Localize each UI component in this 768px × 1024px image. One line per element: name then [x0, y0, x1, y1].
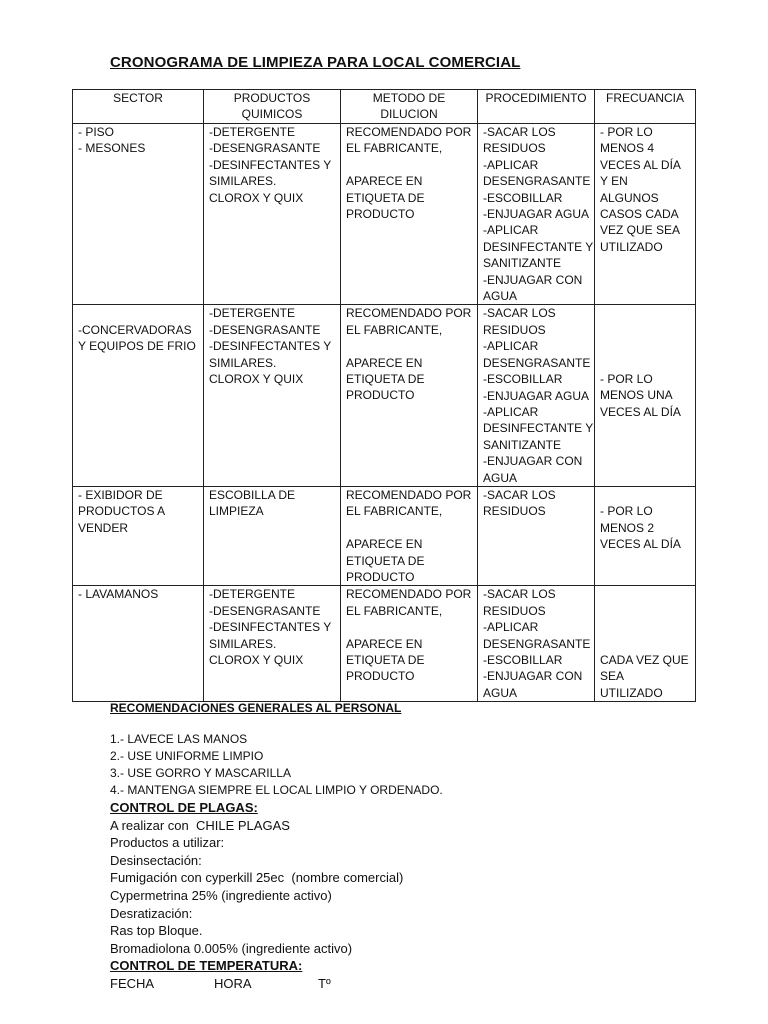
table-row: [73, 305, 696, 486]
cell-line: CADA VEZ QUE: [600, 652, 689, 667]
cell-line: APARECE EN: [346, 174, 423, 189]
cell-line: -ESCOBILLAR: [483, 652, 563, 667]
cell-line: SIMILARES.: [209, 355, 277, 370]
cell-line: EL FABRICANTE,: [346, 504, 443, 519]
cell-line: MENOS 2: [600, 520, 655, 535]
cell-metodo: [341, 486, 478, 585]
cell-line: ETIQUETA DE: [346, 190, 425, 205]
cell-line: SEA: [600, 669, 625, 684]
cell-line: RECOMENDADO POR: [346, 487, 472, 502]
table-row: [73, 124, 696, 305]
cell-line: -DESINFECTANTES Y: [209, 157, 332, 172]
cell-spacer: [346, 619, 474, 635]
cell-line: Y EN: [600, 174, 628, 189]
cell-line: RESIDUOS: [483, 141, 546, 156]
cell-spacer: [600, 338, 692, 354]
cell-procedimiento: [478, 305, 595, 486]
recommendation-item: 3.- USE GORRO Y MASCARILLA: [110, 766, 291, 780]
recommendations-heading: RECOMENDACIONES GENERALES AL PERSONAL: [110, 701, 402, 715]
cell-line: -APLICAR: [483, 339, 539, 354]
pest-control-line: Productos a utilizar:: [110, 835, 225, 851]
cell-line: AGUA: [483, 685, 518, 700]
cell-line: -DETERGENTE: [209, 125, 296, 139]
temperature-column-temp: Tº: [318, 975, 331, 991]
temperature-control-heading: CONTROL DE TEMPERATURA:: [110, 958, 303, 974]
recommendation-item: 4.- MANTENGA SIEMPRE EL LOCAL LIMPIO Y ORDENADO.: [110, 783, 443, 797]
cell-productos: [204, 586, 341, 702]
table-header-row: [73, 90, 696, 124]
cell-line: PRODUCTO: [346, 207, 415, 222]
cell-line: -ESCOBILLAR: [483, 372, 563, 387]
cell-spacer: [346, 338, 474, 354]
cell-line: SIMILARES.: [209, 636, 277, 651]
cell-line: DESENGRASANTE: [483, 174, 591, 189]
cell-line: SIMILARES.: [209, 174, 277, 189]
cell-line: ETIQUETA DE: [346, 553, 425, 568]
header-procedimiento: [478, 90, 595, 124]
cell-line: MENOS UNA: [600, 388, 673, 403]
cell-line: EL FABRICANTE,: [346, 141, 443, 156]
cell-line: RECOMENDADO POR: [346, 587, 472, 602]
cell-line: SANITIZANTE: [483, 437, 562, 452]
cell-line: ETIQUETA DE: [346, 652, 425, 667]
cell-line: VECES AL DÍA: [600, 157, 681, 172]
cell-line: ETIQUETA DE: [346, 372, 425, 387]
cell-line: APARECE EN: [346, 636, 423, 651]
cell-sector: [73, 305, 204, 486]
cell-sector: [73, 486, 204, 585]
header-frecuencia-label: FRECUANCIA: [605, 91, 684, 105]
cell-productos: [204, 124, 341, 305]
cell-line: -APLICAR: [483, 223, 539, 238]
cell-line: APARECE EN: [346, 355, 423, 370]
cell-line: PRODUCTOS A: [78, 504, 166, 519]
pest-control-line: Fumigación con cyperkill 25ec (nombre comercial): [110, 870, 404, 886]
cell-line: -ENJUAGAR CON: [483, 272, 583, 287]
cell-procedimiento: [478, 124, 595, 305]
cell-line: DESINFECTANTE Y: [483, 239, 594, 254]
cell-line: PRODUCTO: [346, 669, 415, 684]
cell-line: DESENGRASANTE: [483, 636, 591, 651]
cell-line: VECES AL DÍA: [600, 404, 681, 419]
cell-line: -CONCERVADORAS: [78, 322, 192, 337]
cell-procedimiento: [478, 586, 595, 702]
table-row: [73, 486, 696, 585]
cell-line: - LAVAMANOS: [78, 587, 159, 602]
pest-control-section: [110, 799, 443, 957]
cell-line: - POR LO: [600, 372, 653, 387]
cell-line: -SACAR LOS: [483, 587, 556, 602]
cell-line: RECOMENDADO POR: [346, 306, 472, 321]
cell-sector: [73, 586, 204, 702]
cell-line: -SACAR LOS: [483, 306, 556, 321]
cell-line: - PISO: [78, 125, 115, 139]
cell-line: VENDER: [78, 520, 129, 535]
cell-line: -DESENGRASANTE: [209, 141, 321, 156]
cell-spacer: [600, 322, 692, 338]
cell-line: SANITIZANTE: [483, 256, 562, 271]
cell-line: -DESENGRASANTE: [209, 322, 321, 337]
cell-line: -DESINFECTANTES Y: [209, 620, 332, 635]
header-procedimiento-label: PROCEDIMIENTO: [485, 91, 587, 105]
cell-line: -DETERGENTE: [209, 306, 296, 321]
cell-line: VECES AL DÍA: [600, 537, 681, 552]
cell-metodo: [341, 124, 478, 305]
table-row: [73, 586, 696, 702]
recommendation-item: 1.- LAVECE LAS MANOS: [110, 732, 248, 746]
cell-line: PRODUCTO: [346, 569, 415, 584]
header-sector-label: SECTOR: [113, 91, 163, 105]
cell-line: DESENGRASANTE: [483, 355, 591, 370]
cell-spacer: [600, 305, 692, 321]
cell-frecuencia: [595, 486, 696, 585]
cell-line: CLOROX Y QUIX: [209, 190, 304, 205]
cell-productos: [204, 305, 341, 486]
cell-line: -DESINFECTANTES Y: [209, 339, 332, 354]
cell-line: DESINFECTANTE Y: [483, 421, 594, 436]
cell-line: CASOS CADA: [600, 207, 679, 222]
cell-line: - MESONES: [78, 141, 146, 156]
cell-spacer: [600, 586, 692, 602]
document-title: CRONOGRAMA DE LIMPIEZA PARA LOCAL COMERCIAL: [110, 54, 521, 71]
cell-frecuencia: [595, 124, 696, 305]
cell-line: -APLICAR: [483, 157, 539, 172]
header-sector: [73, 90, 204, 124]
cell-line: LIMPIEZA: [209, 504, 264, 519]
cell-line: RESIDUOS: [483, 504, 546, 519]
pest-control-line: Desinsectación:: [110, 852, 202, 868]
cell-line: ESCOBILLA DE: [209, 487, 296, 502]
header-productos-label-2: QUIMICOS: [241, 107, 303, 122]
cell-line: RESIDUOS: [483, 603, 546, 618]
cell-line: RESIDUOS: [483, 322, 546, 337]
cell-line: -ESCOBILLAR: [483, 190, 563, 205]
cell-line: -DETERGENTE: [209, 587, 296, 602]
recommendations-list: [110, 731, 443, 799]
cell-procedimiento: [478, 486, 595, 585]
header-metodo-dilucion: [341, 90, 478, 124]
cell-line: -APLICAR: [483, 620, 539, 635]
cell-line: MENOS 4: [600, 141, 655, 156]
temperature-column-hora: HORA: [214, 975, 252, 991]
cell-line: -DESENGRASANTE: [209, 603, 321, 618]
header-productos-label-1: PRODUCTOS: [233, 91, 311, 105]
cell-frecuencia: [595, 586, 696, 702]
recommendation-item: 2.- USE UNIFORME LIMPIO: [110, 749, 264, 763]
cell-spacer: [600, 355, 692, 371]
cell-line: -ENJUAGAR CON: [483, 454, 583, 469]
cell-metodo: [341, 305, 478, 486]
cell-line: APARECE EN: [346, 537, 423, 552]
header-metodo-label-1: METODO DE: [372, 91, 446, 105]
cell-sector: [73, 124, 204, 305]
cell-line: VEZ QUE SEA: [600, 223, 681, 238]
cell-spacer: [600, 619, 692, 635]
cell-spacer: [346, 157, 474, 173]
cell-line: -SACAR LOS: [483, 125, 556, 139]
cell-line: -ENJUAGAR AGUA: [483, 207, 590, 222]
cell-line: CLOROX Y QUIX: [209, 372, 304, 387]
cell-line: -APLICAR: [483, 404, 539, 419]
pest-control-heading: CONTROL DE PLAGAS:: [110, 800, 258, 815]
cell-productos: [204, 486, 341, 585]
cell-spacer: [600, 603, 692, 619]
temperature-column-fecha: FECHA: [110, 975, 155, 991]
cell-spacer: [600, 487, 692, 503]
cell-line: UTILIZADO: [600, 685, 663, 700]
cell-line: Y EQUIPOS DE FRIO: [78, 339, 196, 354]
cleaning-schedule-table: [72, 89, 696, 702]
cell-line: AGUA: [483, 470, 518, 485]
cell-line: CLOROX Y QUIX: [209, 652, 304, 667]
pest-control-line: Ras top Bloque.: [110, 923, 203, 939]
notes-section: [110, 700, 443, 993]
pest-control-line: Cypermetrina 25% (ingrediente activo): [110, 887, 332, 903]
cell-metodo: [341, 586, 478, 702]
cell-line: PRODUCTO: [346, 388, 415, 403]
header-metodo-label-2: DILUCION: [380, 107, 438, 122]
cell-line: UTILIZADO: [600, 239, 663, 254]
cell-line: RECOMENDADO POR: [346, 125, 472, 139]
cell-line: - EXIBIDOR DE: [78, 487, 163, 502]
cell-line: -ENJUAGAR AGUA: [483, 388, 590, 403]
pest-control-line: Bromadiolona 0.005% (ingrediente activo): [110, 940, 353, 956]
pest-control-line: Desratización:: [110, 905, 193, 921]
cell-line: AGUA: [483, 289, 518, 304]
cell-spacer: [600, 636, 692, 652]
cell-frecuencia: [595, 305, 696, 486]
cell-spacer: [78, 305, 200, 321]
cell-spacer: [346, 520, 474, 536]
temperature-control-section: [110, 957, 443, 992]
cell-line: EL FABRICANTE,: [346, 603, 443, 618]
temperature-columns: [110, 975, 443, 993]
pest-control-line: A realizar con CHILE PLAGAS: [110, 817, 290, 833]
cell-line: -SACAR LOS: [483, 487, 556, 502]
cell-line: -ENJUAGAR CON: [483, 669, 583, 684]
header-productos-quimicos: [204, 90, 341, 124]
cell-line: - POR LO: [600, 125, 653, 139]
cell-line: ALGUNOS: [600, 190, 659, 205]
header-frecuencia: [595, 90, 696, 124]
cell-line: - POR LO: [600, 504, 653, 519]
cell-line: EL FABRICANTE,: [346, 322, 443, 337]
